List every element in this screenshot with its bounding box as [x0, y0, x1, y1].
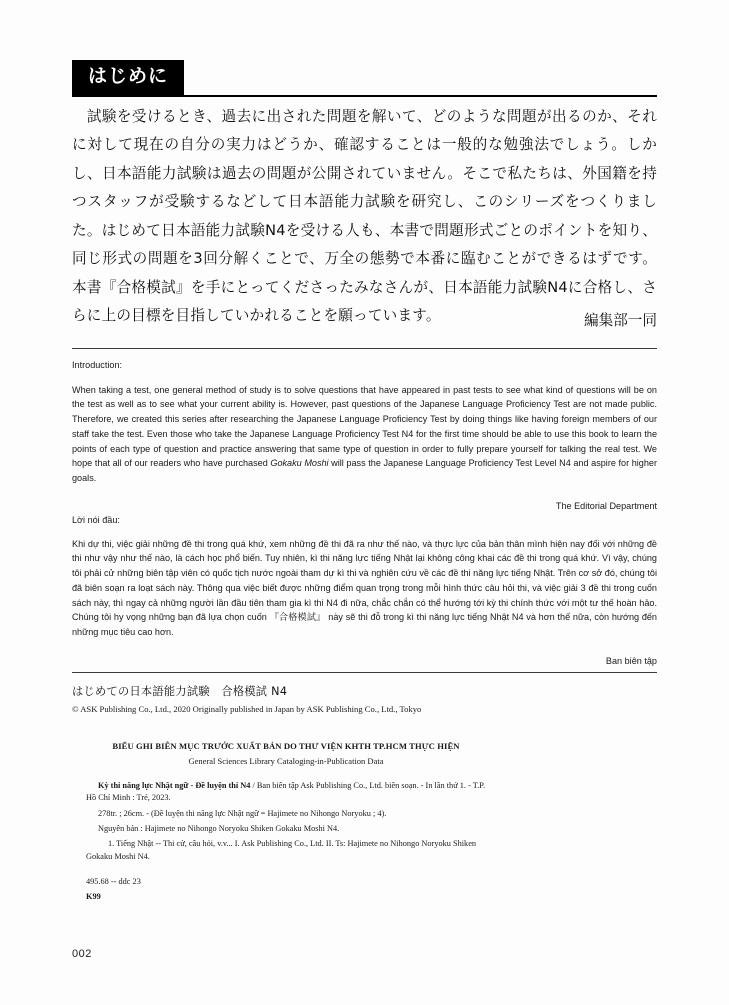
copyright-section: [72, 683, 657, 714]
cip-entry-title-rest: / Ban biên tập Ask Publishing Co., Ltd. biên soạn. - In lần thứ 1. - T.P. Hồ Chí Minh : Trẻ, 2023.: [86, 780, 486, 803]
vietnamese-paragraph: Khi dự thi, việc giải những đề thi trong quá khứ, xem những đề thi đã ra như thế nào, và thực lực của bản thân mình hiện nay đối với những đề thi như vậy như thế nào, là cách học phổ biến. Tuy nhiên, kì thi năng lực tiếng Nhật lại không công khai các đề thi trong quá khứ. Vì vậy, chúng tôi phải cử những biên tập viên có quốc tịch nước ngoài tham dự kì thi và nghiên cứu về các đề thi năng lực tiếng Nhật. Trên cơ sở đó, chúng tôi đã biên soạn ra loạt sách này. Thông qua việc biết được những điểm quan trọng trong mỗi hình thức câu hỏi thi, và việc giải 3 đề thi trong cuốn sách này, thì ngay cả những người lần đầu tiên tham gia kì thi N4 đi nữa, chắc chắn có thể hướng tới kỳ thi chính thức với một tư thế hoàn hảo. Chúng tôi hy vọng những bạn đã lựa chọn cuốn 『合格模試』 này sẽ thi đỗ trong kì thi năng lực tiếng Nhật N4 và hơn thế nữa, còn hướng đến những mục tiêu cao hơn.: [72, 538, 657, 638]
cip-heading-secondary: General Sciences Library Cataloging-in-Publication Data: [188, 755, 384, 766]
copyright-title: はじめての日本語能力試験 合格模試 N4: [72, 685, 288, 698]
vietnamese-label: Lời nói đầu:: [72, 515, 120, 525]
cip-code: K99: [86, 891, 101, 901]
cip-entry-title: [86, 780, 486, 805]
cip-entry-title-bold: Kỳ thi năng lực Nhật ngữ - Đề luyện thi N4: [98, 780, 251, 790]
japanese-body-text: [72, 103, 657, 331]
english-paragraph-italic: Gokaku Moshi: [270, 458, 329, 469]
heading-rule: [72, 95, 657, 97]
english-label: Introduction:: [72, 360, 123, 370]
english-paragraph-part2: will pass the Japanese Language Proficiency Test Level N4 and aspire for higher goals.: [72, 458, 657, 484]
english-paragraph: [72, 383, 657, 486]
cip-classification: [86, 876, 486, 903]
cip-section: [86, 740, 486, 903]
vietnamese-section: [72, 513, 657, 668]
vietnamese-signature: Ban biên tập: [605, 655, 657, 666]
cip-entry-physical: 278tr. ; 26cm. - (Đề luyện thi năng lực Nhật ngữ = Hajimete no Nihongo Noryoku ; 4).: [98, 808, 387, 818]
english-signature: The Editorial Department: [555, 500, 657, 511]
divider-top: [72, 348, 657, 349]
japanese-body-content: 試験を受けるとき、過去に出された問題を解いて、どのような問題が出るのか、それに対して現在の自分の実力はどうか、確認することは一般的な勉強法でしょう。しかし、日本語能力試験は過去の問題が公開されていません。そこで私たちは、外国籍を持つスタッフが受験するなどして日本語能力試験を研究し、このシリーズをつくりました。はじめて日本語能力試験N4を受ける人も、本書で問題形式ごとのポイントを知り、同じ形式の問題を3回分解くことで、万全の態勢で本番に臨むことができるはずです。本書『合格模試』を手にとってくださったみなさんが、日本語能力試験N4に合格し、さらに上の目標を目指していかれることを願っています。: [72, 108, 657, 325]
cip-ddc: 495.68 -- ddc 23: [86, 877, 141, 887]
divider-bottom: [72, 672, 657, 673]
cip-entry-original: Nguyên bản : Hajimete no Nihongo Noryoku Shiken Gokaku Moshi N4.: [98, 823, 340, 833]
english-paragraph-part1: When taking a test, one general method of study is to solve questions that have appeared in past tests to see what kind of questions will be on the test as well as to see what your current ability is. However, past questions of the Japanese Language Proficiency Test are not made public. Therefore, we created this series after researching the Japanese Language Proficiency Test by doing things like having foreign members of our staff take the test. Even those who take the Japanese Language Proficiency Test N4 for the first time should be able to use this book to learn the points of each type of question and practice answering that same type of question in order to fully prepare yourself for talking the real test. We hope that all of our readers who have purchased: [72, 384, 657, 469]
japanese-signature: 編集部一同: [584, 312, 657, 329]
section-heading: [72, 60, 657, 97]
page-number: 002: [72, 948, 92, 960]
cip-entry-subjects: 1. Tiếng Nhật -- Thi cử, câu hỏi, v.v... I. Ask Publishing Co., Ltd. II. Ts: Hajimete no Nihongo Noryoku Shiken Gokaku Moshi N4.: [86, 839, 477, 861]
copyright-line: © ASK Publishing Co., Ltd., 2020 Originally published in Japan by ASK Publishing Co., Ltd., Tokyo: [72, 704, 422, 714]
heading-banner-label: はじめに: [72, 60, 184, 95]
english-section: [72, 358, 657, 513]
cip-heading-primary: BIỂU GHI BIÊN MỤC TRƯỚC XUẤT BẢN DO THƯ VIỆN KHTH TP.HCM THỰC HIỆN: [112, 741, 460, 751]
